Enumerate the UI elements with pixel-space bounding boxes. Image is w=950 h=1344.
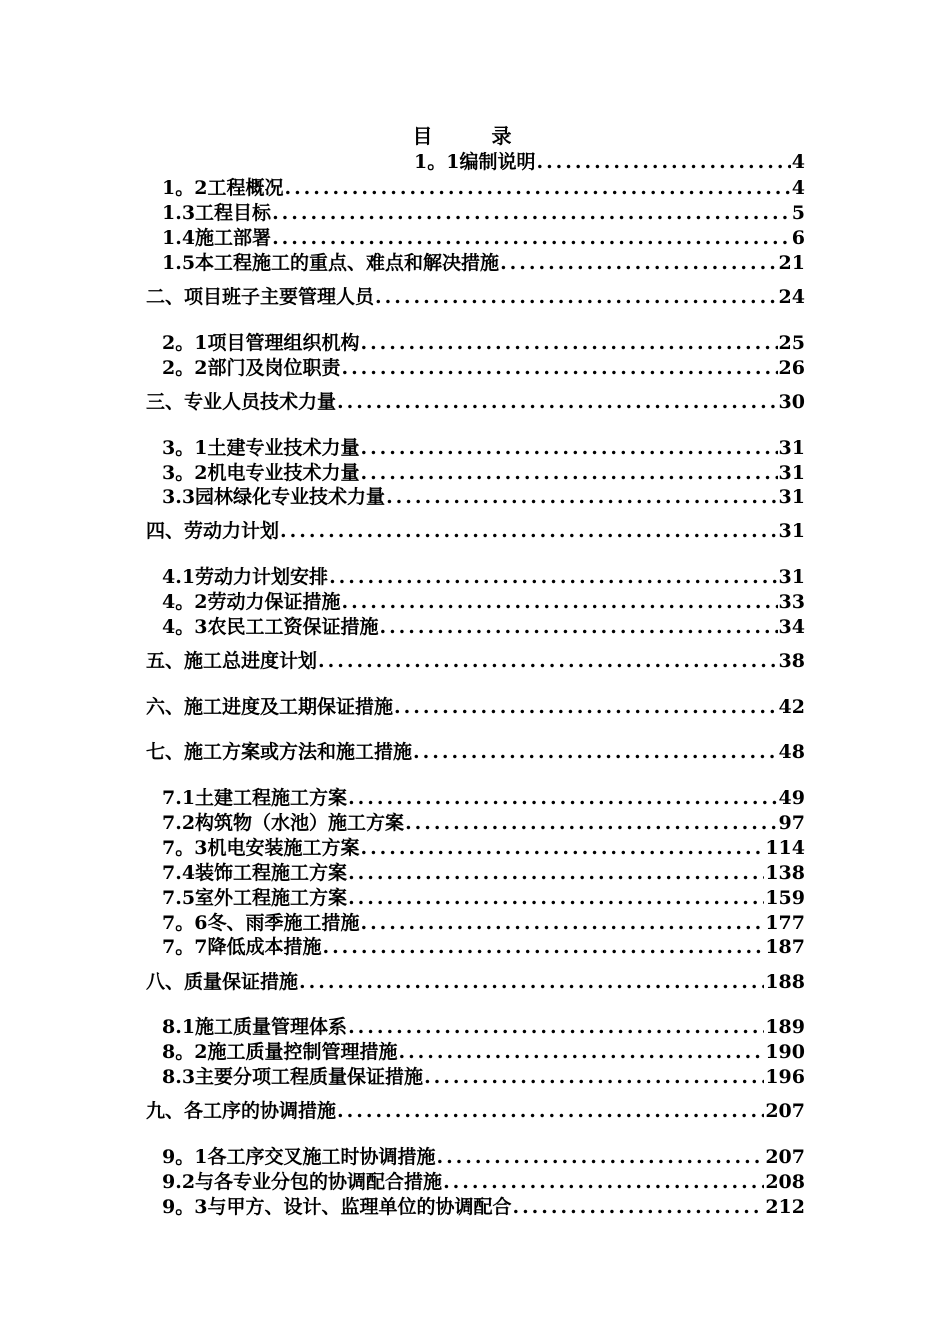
toc-leader (341, 590, 777, 614)
toc-leader (500, 251, 777, 275)
toc-leader (360, 461, 777, 485)
toc-entry (146, 740, 805, 764)
toc-leader (348, 786, 777, 810)
toc-leader (413, 740, 778, 764)
toc-leader (341, 356, 777, 380)
toc-entry-text: 四、劳动力计划 (146, 520, 280, 542)
toc-title: 目 录 (412, 124, 538, 148)
toc-leader (337, 1099, 764, 1123)
toc-entry-page: 31 (778, 520, 805, 542)
toc-entry (146, 390, 805, 414)
toc-leader (329, 565, 777, 589)
toc-entry-text: 七、施工方案或方法和施工措施 (146, 741, 413, 763)
toc-leader (272, 201, 791, 225)
toc-entry (162, 176, 805, 200)
toc-entry-text: 1.3工程目标 (162, 202, 272, 224)
toc-entry-page: 49 (778, 787, 805, 809)
toc-entry-page: 42 (778, 696, 805, 718)
toc-leader (512, 1195, 764, 1219)
toc-entry (162, 935, 805, 959)
toc-leader (436, 1145, 764, 1169)
toc-entry (162, 861, 805, 885)
toc-leader (348, 886, 764, 910)
toc-entry-page: 207 (765, 1100, 805, 1122)
toc-entry-text: 2。1项目管理组织机构 (162, 332, 360, 354)
toc-leader (318, 649, 778, 673)
toc-entry-page: 5 (791, 202, 805, 224)
toc-leader (348, 1015, 764, 1039)
toc-entry-page: 38 (778, 650, 805, 672)
toc-entry (146, 970, 805, 994)
toc-entry-text: 7。6冬、雨季施工措施 (162, 912, 360, 934)
toc-leader (280, 519, 778, 543)
toc-entry (162, 356, 805, 380)
toc-leader (443, 1170, 764, 1194)
toc-entry (162, 786, 805, 810)
toc-entry-text: 九、各工序的协调措施 (146, 1100, 337, 1122)
toc-entry-page: 138 (765, 862, 805, 884)
toc-entry-page: 207 (765, 1146, 805, 1168)
toc-entry (146, 519, 805, 543)
toc-leader (536, 150, 790, 174)
toc-entry-text: 2。2部门及岗位职责 (162, 357, 341, 379)
toc-entry (162, 436, 805, 460)
toc-entry-text: 五、施工总进度计划 (146, 650, 318, 672)
toc-entry (414, 150, 805, 174)
toc-entry (146, 695, 805, 719)
toc-entry-text: 4。3农民工工资保证措施 (162, 616, 379, 638)
toc-entry-text: 8。2施工质量控制管理措施 (162, 1041, 398, 1063)
toc-entry (162, 1145, 805, 1169)
toc-entry-page: 189 (765, 1016, 805, 1038)
toc-entry (162, 331, 805, 355)
toc-entry-page: 177 (765, 912, 805, 934)
toc-entry-text: 八、质量保证措施 (146, 971, 299, 993)
toc-entry-text: 3。1土建专业技术力量 (162, 437, 360, 459)
toc-leader (386, 485, 777, 509)
toc-leader (360, 911, 764, 935)
toc-entry-page: 21 (778, 252, 805, 274)
toc-entry-text: 4.1劳动力计划安排 (162, 566, 329, 588)
toc-entry (162, 886, 805, 910)
toc-entry-text: 7.2构筑物（水池）施工方案 (162, 812, 405, 834)
toc-entry-page: 188 (765, 971, 805, 993)
toc-entry-text: 三、专业人员技术力量 (146, 391, 337, 413)
toc-entry-text: 7。3机电安装施工方案 (162, 837, 360, 859)
toc-leader (272, 226, 791, 250)
toc-entry-text: 1。2工程概况 (162, 177, 284, 199)
toc-entry-page: 30 (778, 391, 805, 413)
toc-entry-text: 9.2与各专业分包的协调配合措施 (162, 1171, 443, 1193)
toc-entry-text: 8.3主要分项工程质量保证措施 (162, 1066, 424, 1088)
toc-entry-page: 4 (791, 177, 805, 199)
toc-entry-page: 33 (778, 591, 805, 613)
toc-entry-page: 31 (778, 486, 805, 508)
toc-entry-text: 1。1编制说明 (414, 151, 536, 173)
toc-entry (162, 911, 805, 935)
toc-entry (162, 615, 805, 639)
toc-entry-page: 48 (778, 741, 805, 763)
toc-entry (162, 485, 805, 509)
toc-entry (162, 590, 805, 614)
toc-entry (146, 1099, 805, 1123)
toc-entry-page: 26 (778, 357, 805, 379)
toc-entry-page: 4 (791, 151, 805, 173)
toc-entry-text: 3.3园林绿化专业技术力量 (162, 486, 386, 508)
toc-entry-page: 208 (765, 1171, 805, 1193)
toc-entry-text: 7.4装饰工程施工方案 (162, 862, 348, 884)
toc-entry-page: 31 (778, 566, 805, 588)
toc-entry (162, 1065, 805, 1089)
toc-entry (162, 811, 805, 835)
toc-entry-page: 24 (778, 286, 805, 308)
toc-entry-page: 212 (765, 1196, 805, 1218)
toc-entry-page: 34 (778, 616, 805, 638)
toc-leader (337, 390, 778, 414)
toc-entry-text: 4。2劳动力保证措施 (162, 591, 341, 613)
toc-entry-text: 7.5室外工程施工方案 (162, 887, 348, 909)
toc-leader (322, 935, 764, 959)
toc-entry-text: 9。3与甲方、设计、监理单位的协调配合 (162, 1196, 512, 1218)
toc-leader (360, 436, 777, 460)
toc-entry (162, 1170, 805, 1194)
toc-entry-text: 二、项目班子主要管理人员 (146, 286, 375, 308)
toc-leader (299, 970, 764, 994)
toc-entry (162, 201, 805, 225)
toc-entry-text: 9。1各工序交叉施工时协调措施 (162, 1146, 436, 1168)
toc-leader (405, 811, 777, 835)
toc-leader (379, 615, 777, 639)
toc-entry-page: 6 (791, 227, 805, 249)
toc-entry-text: 3。2机电专业技术力量 (162, 462, 360, 484)
toc-entry-text: 1.5本工程施工的重点、难点和解决措施 (162, 252, 500, 274)
toc-entry-page: 187 (765, 936, 805, 958)
toc-leader (348, 861, 764, 885)
toc-entry-page: 196 (765, 1066, 805, 1088)
toc-entry-page: 159 (765, 887, 805, 909)
toc-leader (424, 1065, 764, 1089)
toc-entry (162, 461, 805, 485)
toc-leader (398, 1040, 764, 1064)
toc-entry-text: 7.1土建工程施工方案 (162, 787, 348, 809)
toc-entry (162, 1195, 805, 1219)
toc-leader (284, 176, 790, 200)
toc-entry-page: 114 (765, 837, 805, 859)
toc-entry (162, 251, 805, 275)
toc-entry-page: 25 (778, 332, 805, 354)
toc-entry-page: 97 (778, 812, 805, 834)
toc-entry (162, 836, 805, 860)
toc-entry-text: 六、施工进度及工期保证措施 (146, 696, 394, 718)
toc-leader (375, 285, 778, 309)
toc-entry-page: 31 (778, 462, 805, 484)
toc-entry-page: 190 (765, 1041, 805, 1063)
toc-entry (162, 226, 805, 250)
toc-leader (360, 331, 777, 355)
toc-entry (162, 1040, 805, 1064)
toc-leader (360, 836, 764, 860)
toc-entry-page: 31 (778, 437, 805, 459)
toc-entry (146, 285, 805, 309)
toc-entry (162, 565, 805, 589)
toc-entry (146, 649, 805, 673)
toc-entry (162, 1015, 805, 1039)
toc-entry-text: 1.4施工部署 (162, 227, 272, 249)
toc-leader (394, 695, 778, 719)
toc-entry-text: 7。7降低成本措施 (162, 936, 322, 958)
toc-entry-text: 8.1施工质量管理体系 (162, 1016, 348, 1038)
